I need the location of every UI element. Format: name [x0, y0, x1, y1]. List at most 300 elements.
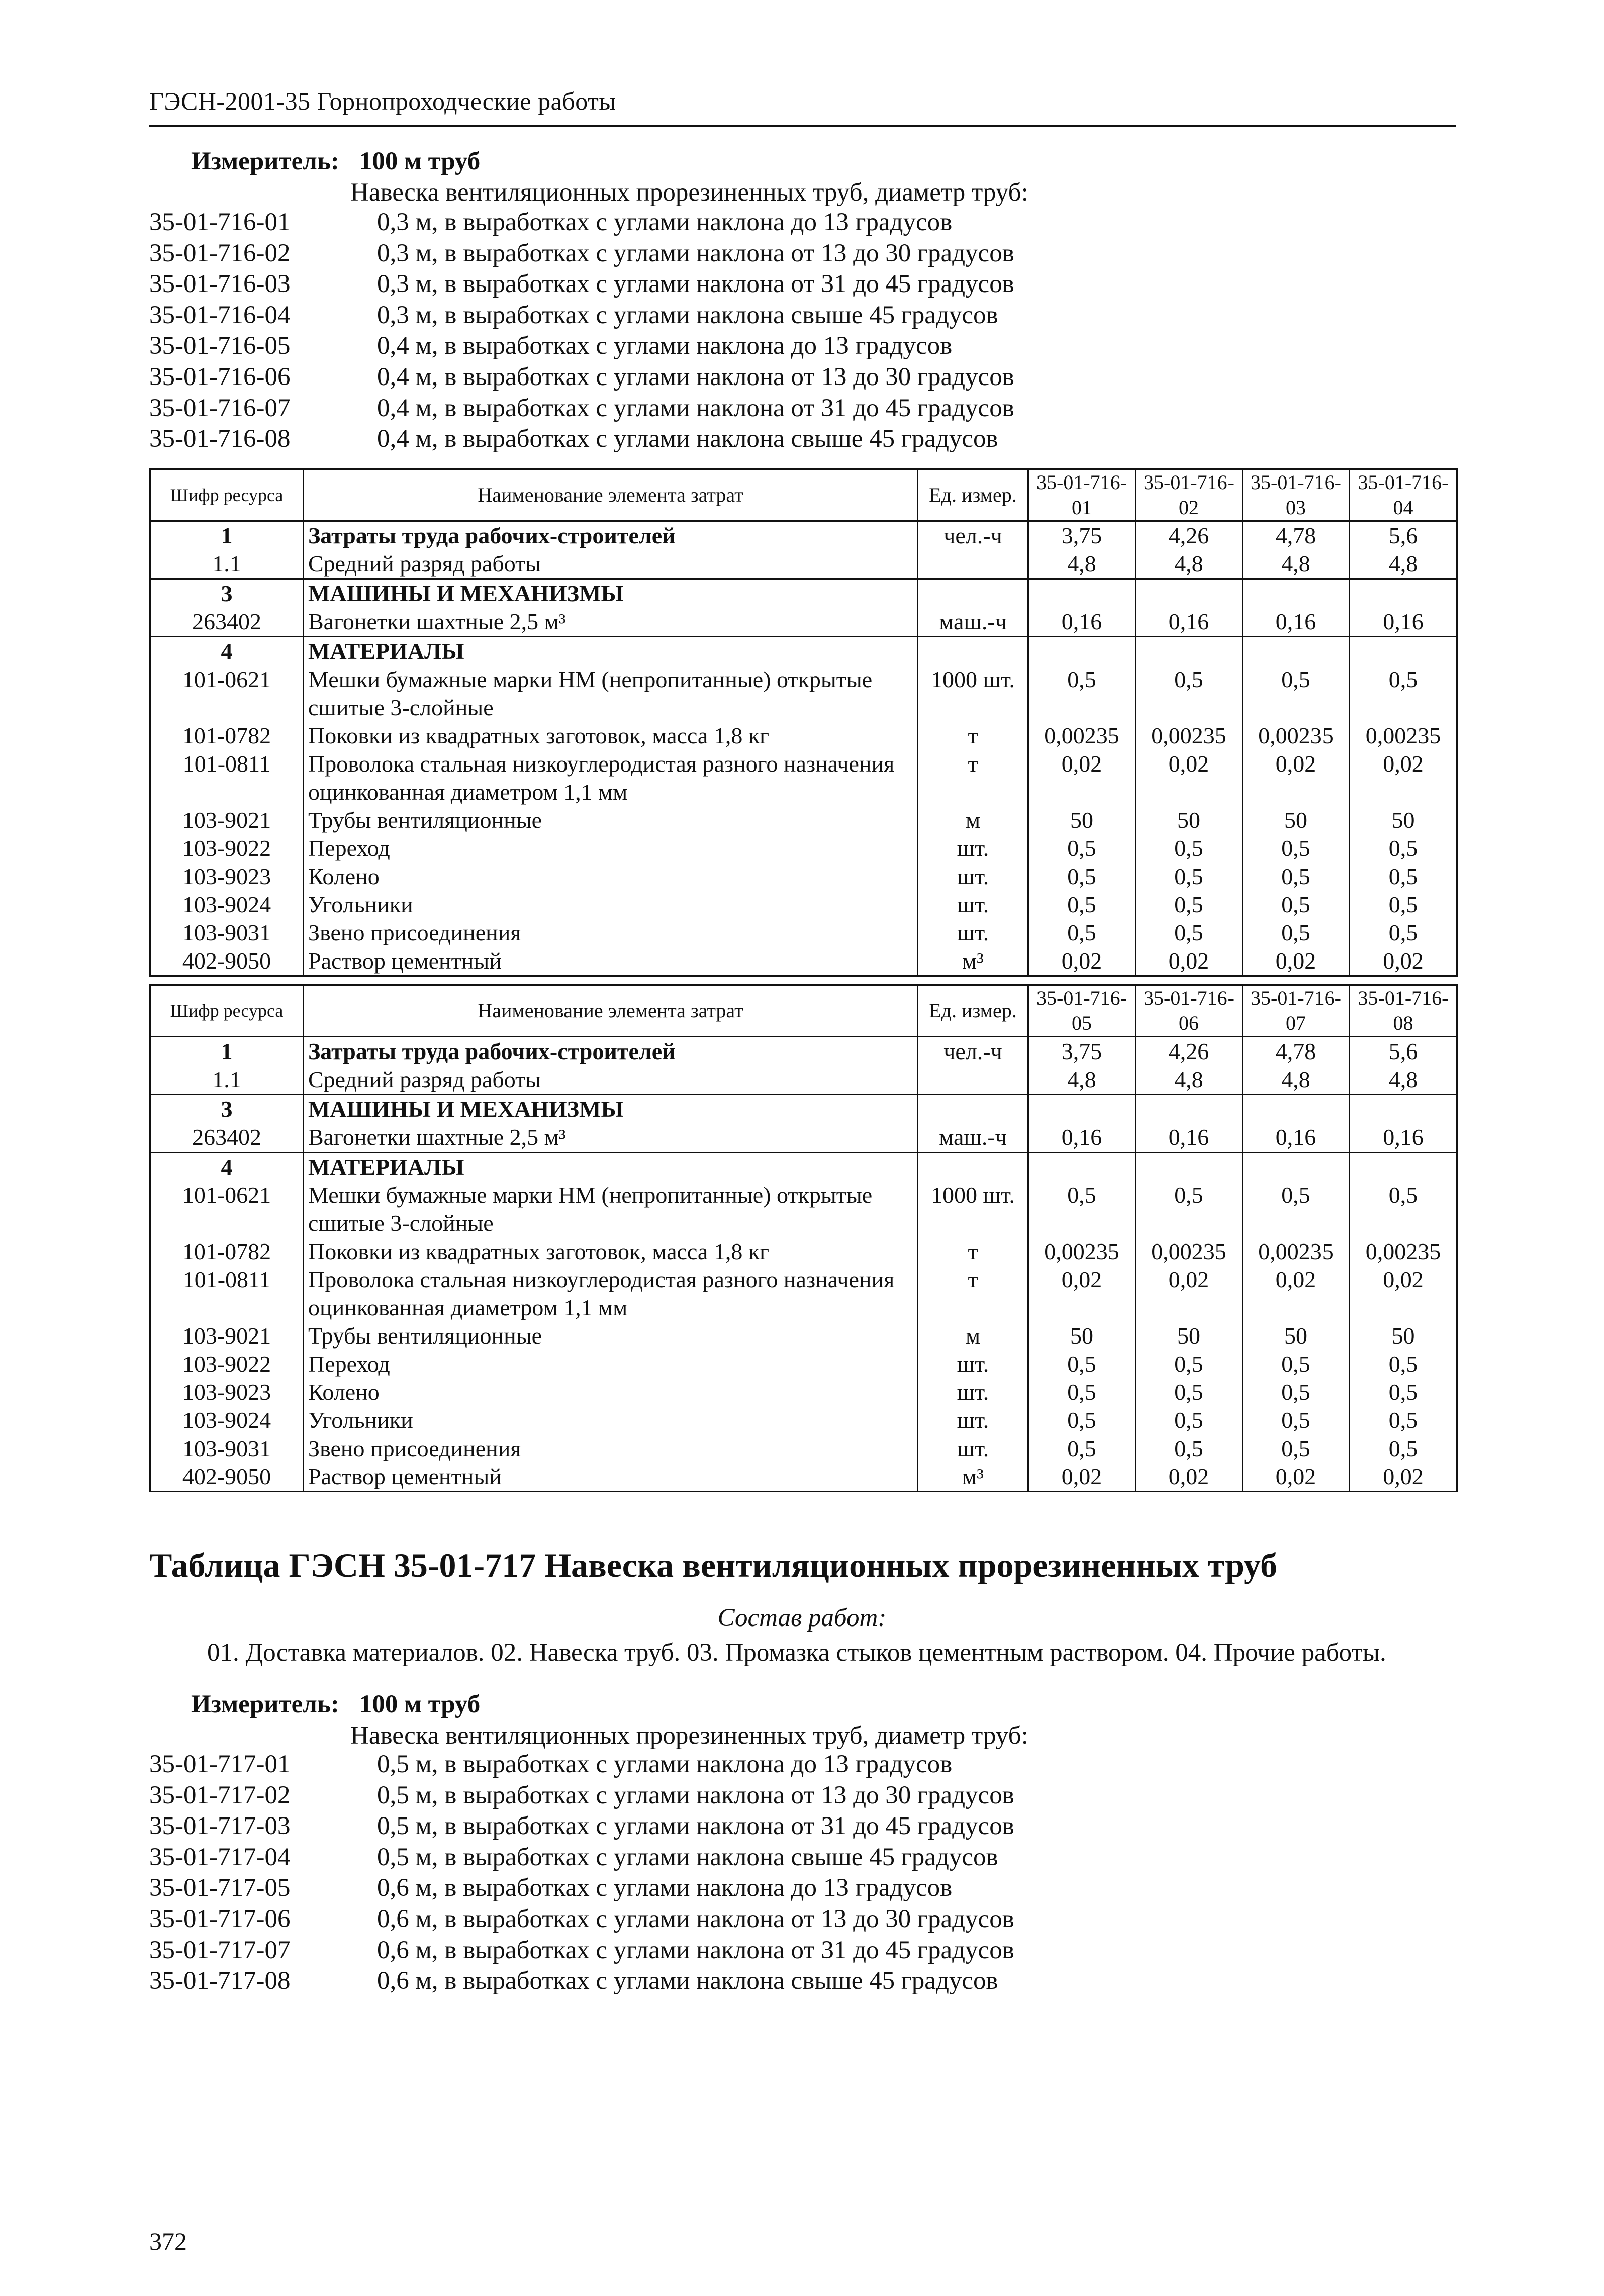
measure-label: Измеритель:	[191, 147, 339, 175]
value-cell: 0,5	[1136, 1434, 1243, 1463]
norm-item	[149, 424, 1014, 455]
table-row	[150, 608, 1457, 637]
norm-code: 35-01-717-05	[149, 1874, 291, 1902]
norm-item	[149, 1842, 1014, 1873]
norm-description: 0,4 м, в выработках с углами наклона свыше 45 градусов	[377, 425, 998, 453]
resource-unit: шт.	[918, 834, 1028, 863]
resource-name: МАШИНЫ И МЕХАНИЗМЫ	[304, 1095, 918, 1124]
value-cell: 0,5	[1350, 1350, 1457, 1378]
value-cell: 0,5	[1028, 1181, 1136, 1237]
header-name: Наименование элемента затрат	[304, 985, 918, 1037]
resource-name: Проволока стальная низкоуглеродистая разного назначения оцинкованная диаметром 1,1 мм	[304, 750, 918, 806]
norm-description: 0,3 м, в выработках с углами наклона свыше 45 градусов	[377, 301, 998, 329]
norm-item	[149, 1780, 1014, 1811]
value-cell: 0,5	[1136, 1378, 1243, 1406]
resource-unit: м³	[918, 1463, 1028, 1492]
running-title: ГЭСН-2001-35 Горнопроходческие работы	[149, 87, 616, 115]
resource-table-716-05-08	[149, 984, 1458, 1492]
table-row	[150, 1434, 1457, 1463]
value-cell	[1350, 1153, 1457, 1182]
resource-name: Средний разряд работы	[304, 550, 918, 579]
norm-item	[149, 1749, 1014, 1780]
table-row	[150, 1378, 1457, 1406]
norm-description: 0,3 м, в выработках с углами наклона до 13 градусов	[377, 208, 953, 236]
resource-code: 103-9022	[150, 1350, 304, 1378]
value-cell	[1243, 1153, 1350, 1182]
resource-name: Переход	[304, 1350, 918, 1378]
norm-code: 35-01-716-04	[149, 301, 291, 329]
value-cell: 4,8	[1243, 550, 1350, 579]
value-cell	[1028, 1095, 1136, 1124]
norm-code: 35-01-717-08	[149, 1967, 291, 1995]
norm-item	[149, 362, 1014, 393]
resource-code: 101-0621	[150, 1181, 304, 1237]
value-cell: 50	[1243, 806, 1350, 834]
norm-item	[149, 207, 1014, 238]
value-cell: 0,5	[1350, 1378, 1457, 1406]
resource-unit: маш.-ч	[918, 1123, 1028, 1153]
resource-unit: 1000 шт.	[918, 1181, 1028, 1237]
value-cell: 4,8	[1136, 550, 1243, 579]
value-cell: 0,02	[1350, 1266, 1457, 1322]
norm-item	[149, 1811, 1014, 1842]
norm-description: 0,4 м, в выработках с углами наклона от 13 до 30 градусов	[377, 362, 1014, 391]
value-cell: 4,78	[1243, 1037, 1350, 1066]
resource-code: 3	[150, 1095, 304, 1124]
table-row	[150, 579, 1457, 608]
table-row	[150, 1037, 1457, 1066]
resource-unit: шт.	[918, 1406, 1028, 1434]
value-cell: 0,02	[1136, 1266, 1243, 1322]
value-cell: 4,26	[1136, 521, 1243, 550]
resource-code: 103-9031	[150, 1434, 304, 1463]
resource-table-716-01-04	[149, 468, 1458, 977]
value-cell: 50	[1136, 806, 1243, 834]
value-cell: 0,02	[1136, 1463, 1243, 1492]
table-row	[150, 1237, 1457, 1266]
resource-unit: м	[918, 806, 1028, 834]
norm-description: 0,4 м, в выработках с углами наклона от 31 до 45 градусов	[377, 394, 1014, 422]
resource-code: 103-9031	[150, 919, 304, 947]
resource-name: Мешки бумажные марки НМ (непропитанные) открытые сшитые 3-слойные	[304, 1181, 918, 1237]
value-cell: 0,5	[1136, 1350, 1243, 1378]
value-cell: 0,5	[1136, 665, 1243, 722]
header-col-4: 35-01-716-04	[1350, 469, 1457, 521]
resource-unit: шт.	[918, 1434, 1028, 1463]
resource-unit: т	[918, 1266, 1028, 1322]
resource-name: Поковки из квадратных заготовок, масса 1,8 кг	[304, 1237, 918, 1266]
code-list-717	[149, 1749, 1014, 1997]
table-header-row	[150, 469, 1457, 521]
resource-code: 103-9024	[150, 891, 304, 919]
norm-code: 35-01-717-04	[149, 1843, 291, 1871]
value-cell: 0,5	[1243, 863, 1350, 891]
norm-description: 0,5 м, в выработках с углами наклона до 13 градусов	[377, 1750, 953, 1778]
header-col-2: 35-01-716-02	[1136, 469, 1243, 521]
value-cell: 0,5	[1243, 665, 1350, 722]
value-cell: 0,5	[1136, 1181, 1243, 1237]
value-cell: 0,00235	[1350, 722, 1457, 750]
measure-line-716	[191, 147, 500, 176]
value-cell: 0,5	[1136, 834, 1243, 863]
resource-unit	[918, 1066, 1028, 1095]
resource-unit: шт.	[918, 863, 1028, 891]
resource-code: 101-0782	[150, 1237, 304, 1266]
norm-code: 35-01-717-01	[149, 1750, 291, 1778]
value-cell: 0,5	[1136, 1406, 1243, 1434]
norm-code: 35-01-717-03	[149, 1812, 291, 1841]
header-col-3: 35-01-716-07	[1243, 985, 1350, 1037]
norm-item	[149, 393, 1014, 424]
table-row	[150, 947, 1457, 976]
resource-code: 3	[150, 579, 304, 608]
resource-name: Звено присоединения	[304, 1434, 918, 1463]
resource-name: Проволока стальная низкоуглеродистая разного назначения оцинкованная диаметром 1,1 мм	[304, 1266, 918, 1322]
value-cell: 0,5	[1350, 891, 1457, 919]
value-cell: 4,8	[1028, 550, 1136, 579]
value-cell: 0,02	[1028, 1266, 1136, 1322]
value-cell: 0,5	[1350, 863, 1457, 891]
value-cell: 50	[1136, 1322, 1243, 1350]
value-cell	[1136, 1153, 1243, 1182]
resource-unit: шт.	[918, 1378, 1028, 1406]
resource-unit: чел.-ч	[918, 1037, 1028, 1066]
norm-description: 0,5 м, в выработках с углами наклона от 31 до 45 градусов	[377, 1812, 1014, 1841]
resource-name: Вагонетки шахтные 2,5 м³	[304, 1123, 918, 1153]
norm-item	[149, 1904, 1014, 1935]
table-header-row	[150, 985, 1457, 1037]
resource-code: 103-9023	[150, 1378, 304, 1406]
resource-name: Мешки бумажные марки НМ (непропитанные) открытые сшитые 3-слойные	[304, 665, 918, 722]
norm-code: 35-01-716-01	[149, 208, 291, 236]
norm-item	[149, 1873, 1014, 1904]
resource-name: Звено присоединения	[304, 919, 918, 947]
value-cell: 0,5	[1243, 919, 1350, 947]
table-row	[150, 521, 1457, 550]
table-row	[150, 1123, 1457, 1153]
resource-name: Затраты труда рабочих-строителей	[304, 1037, 918, 1066]
value-cell: 0,5	[1028, 1378, 1136, 1406]
value-cell: 0,5	[1350, 834, 1457, 863]
table-row	[150, 1350, 1457, 1378]
resource-code: 103-9021	[150, 806, 304, 834]
table-row	[150, 919, 1457, 947]
resource-name: Трубы вентиляционные	[304, 806, 918, 834]
norm-description: 0,6 м, в выработках с углами наклона свыше 45 градусов	[377, 1967, 998, 1995]
value-cell	[1350, 637, 1457, 666]
value-cell: 0,5	[1350, 665, 1457, 722]
resource-name: Колено	[304, 863, 918, 891]
intro-717: Навеска вентиляционных прорезиненных труб, диаметр труб:	[350, 1721, 1028, 1750]
resource-unit	[918, 1095, 1028, 1124]
resource-name: Раствор цементный	[304, 1463, 918, 1492]
resource-unit	[918, 550, 1028, 579]
value-cell	[1136, 637, 1243, 666]
header-code: Шифр ресурса	[150, 985, 304, 1037]
resource-name: МАШИНЫ И МЕХАНИЗМЫ	[304, 579, 918, 608]
value-cell: 0,16	[1350, 608, 1457, 637]
value-cell: 0,5	[1350, 919, 1457, 947]
value-cell	[1028, 579, 1136, 608]
table-row	[150, 863, 1457, 891]
norm-description: 0,5 м, в выработках с углами наклона от 13 до 30 градусов	[377, 1781, 1014, 1809]
resource-unit	[918, 579, 1028, 608]
resource-code: 263402	[150, 608, 304, 637]
value-cell: 0,00235	[1243, 1237, 1350, 1266]
norm-description: 0,6 м, в выработках с углами наклона от 13 до 30 градусов	[377, 1904, 1014, 1933]
resource-name: Раствор цементный	[304, 947, 918, 976]
resource-code: 101-0621	[150, 665, 304, 722]
value-cell: 0,5	[1243, 834, 1350, 863]
code-list-716	[149, 207, 1014, 455]
value-cell: 0,16	[1350, 1123, 1457, 1153]
resource-name: Угольники	[304, 891, 918, 919]
norm-description: 0,6 м, в выработках с углами наклона от 31 до 45 градусов	[377, 1936, 1014, 1964]
norm-description: 0,3 м, в выработках с углами наклона от 13 до 30 градусов	[377, 239, 1014, 267]
value-cell: 0,5	[1028, 1406, 1136, 1434]
value-cell: 0,5	[1028, 919, 1136, 947]
norm-description: 0,5 м, в выработках с углами наклона свыше 45 градусов	[377, 1843, 998, 1871]
resource-unit: т	[918, 722, 1028, 750]
value-cell: 0,02	[1350, 750, 1457, 806]
norm-code: 35-01-716-08	[149, 425, 291, 453]
value-cell: 0,5	[1028, 665, 1136, 722]
norm-description: 0,4 м, в выработках с углами наклона до 13 градусов	[377, 332, 953, 360]
resource-name: Средний разряд работы	[304, 1066, 918, 1095]
value-cell: 0,5	[1136, 891, 1243, 919]
resource-unit: маш.-ч	[918, 608, 1028, 637]
header-rule	[149, 125, 1456, 127]
resource-name: МАТЕРИАЛЫ	[304, 637, 918, 666]
resource-code: 263402	[150, 1123, 304, 1153]
intro-716: Навеска вентиляционных прорезиненных труб, диаметр труб:	[350, 178, 1028, 207]
resource-code: 402-9050	[150, 947, 304, 976]
value-cell: 0,16	[1243, 1123, 1350, 1153]
value-cell: 3,75	[1028, 1037, 1136, 1066]
header-unit: Ед. измер.	[918, 469, 1028, 521]
resource-unit	[918, 637, 1028, 666]
resource-code: 1	[150, 521, 304, 550]
header-name: Наименование элемента затрат	[304, 469, 918, 521]
resource-name: Колено	[304, 1378, 918, 1406]
norm-code: 35-01-716-05	[149, 332, 291, 360]
norm-item	[149, 1966, 1014, 1997]
norm-code: 35-01-716-06	[149, 362, 291, 391]
value-cell: 0,5	[1243, 1350, 1350, 1378]
resource-unit: 1000 шт.	[918, 665, 1028, 722]
value-cell: 0,02	[1243, 1266, 1350, 1322]
table-717-title: Таблица ГЭСН 35-01-717 Навеска вентиляционных прорезиненных труб	[149, 1546, 1278, 1584]
header-col-2: 35-01-716-06	[1136, 985, 1243, 1037]
value-cell: 0,00235	[1028, 1237, 1136, 1266]
value-cell: 0,5	[1350, 1181, 1457, 1237]
value-cell: 0,02	[1028, 947, 1136, 976]
value-cell: 0,02	[1243, 947, 1350, 976]
value-cell: 0,5	[1028, 1434, 1136, 1463]
value-cell: 0,02	[1350, 1463, 1457, 1492]
value-cell: 0,5	[1350, 1434, 1457, 1463]
value-cell: 0,5	[1243, 1181, 1350, 1237]
value-cell	[1136, 579, 1243, 608]
norm-code: 35-01-716-02	[149, 239, 291, 267]
resource-code: 402-9050	[150, 1463, 304, 1492]
resource-unit: чел.-ч	[918, 521, 1028, 550]
resource-code: 101-0782	[150, 722, 304, 750]
value-cell: 0,00235	[1136, 1237, 1243, 1266]
table-row	[150, 891, 1457, 919]
value-cell: 0,02	[1350, 947, 1457, 976]
table-row	[150, 1406, 1457, 1434]
resource-name: Затраты труда рабочих-строителей	[304, 521, 918, 550]
value-cell	[1243, 579, 1350, 608]
value-cell: 50	[1350, 806, 1457, 834]
table-row	[150, 1095, 1457, 1124]
norm-description: 0,3 м, в выработках с углами наклона от 31 до 45 градусов	[377, 270, 1014, 299]
value-cell: 5,6	[1350, 1037, 1457, 1066]
resource-unit: шт.	[918, 891, 1028, 919]
resource-code: 1	[150, 1037, 304, 1066]
value-cell	[1028, 1153, 1136, 1182]
resource-code: 101-0811	[150, 1266, 304, 1322]
value-cell: 5,6	[1350, 521, 1457, 550]
value-cell: 4,8	[1350, 1066, 1457, 1095]
table-row	[150, 1181, 1457, 1237]
norm-item	[149, 300, 1014, 331]
value-cell: 0,5	[1243, 1434, 1350, 1463]
resource-unit: т	[918, 1237, 1028, 1266]
measure-value: 100 м труб	[359, 1690, 481, 1718]
value-cell: 0,5	[1136, 863, 1243, 891]
value-cell	[1243, 1095, 1350, 1124]
value-cell: 4,8	[1136, 1066, 1243, 1095]
table-row	[150, 637, 1457, 666]
value-cell: 0,16	[1136, 608, 1243, 637]
value-cell	[1243, 637, 1350, 666]
value-cell: 0,02	[1136, 750, 1243, 806]
value-cell	[1136, 1095, 1243, 1124]
resource-code: 1.1	[150, 1066, 304, 1095]
page-number: 372	[149, 2227, 187, 2255]
resource-name: Вагонетки шахтные 2,5 м³	[304, 608, 918, 637]
header-code: Шифр ресурса	[150, 469, 304, 521]
value-cell: 0,16	[1243, 608, 1350, 637]
value-cell: 0,16	[1028, 608, 1136, 637]
norm-description: 0,6 м, в выработках с углами наклона до 13 градусов	[377, 1874, 953, 1902]
table-row	[150, 722, 1457, 750]
measure-value: 100 м труб	[359, 147, 481, 175]
norm-item	[149, 331, 1014, 362]
header-col-1: 35-01-716-01	[1028, 469, 1136, 521]
value-cell: 4,78	[1243, 521, 1350, 550]
composition-title: Состав работ:	[717, 1604, 887, 1632]
resource-unit: м³	[918, 947, 1028, 976]
value-cell: 0,02	[1136, 947, 1243, 976]
value-cell: 0,5	[1243, 891, 1350, 919]
resource-unit: т	[918, 750, 1028, 806]
header-unit: Ед. измер.	[918, 985, 1028, 1037]
value-cell: 0,5	[1243, 1406, 1350, 1434]
resource-unit: м	[918, 1322, 1028, 1350]
value-cell: 50	[1350, 1322, 1457, 1350]
resource-code: 103-9021	[150, 1322, 304, 1350]
table-row	[150, 806, 1457, 834]
value-cell	[1350, 1095, 1457, 1124]
table-row	[150, 834, 1457, 863]
resource-code: 101-0811	[150, 750, 304, 806]
value-cell: 0,5	[1028, 891, 1136, 919]
value-cell: 0,5	[1243, 1378, 1350, 1406]
resource-name: Переход	[304, 834, 918, 863]
value-cell: 4,8	[1350, 550, 1457, 579]
table-row	[150, 1066, 1457, 1095]
value-cell: 0,02	[1028, 750, 1136, 806]
value-cell: 0,00235	[1136, 722, 1243, 750]
header-col-3: 35-01-716-03	[1243, 469, 1350, 521]
value-cell	[1350, 579, 1457, 608]
value-cell: 4,8	[1243, 1066, 1350, 1095]
resource-unit: шт.	[918, 919, 1028, 947]
resource-code: 103-9022	[150, 834, 304, 863]
value-cell: 4,8	[1028, 1066, 1136, 1095]
value-cell: 0,00235	[1028, 722, 1136, 750]
measure-label: Измеритель:	[191, 1690, 339, 1718]
table-row	[150, 1266, 1457, 1322]
table-row	[150, 1153, 1457, 1182]
value-cell: 0,16	[1136, 1123, 1243, 1153]
norm-code: 35-01-717-07	[149, 1936, 291, 1964]
resource-code: 103-9023	[150, 863, 304, 891]
norm-code: 35-01-717-02	[149, 1781, 291, 1809]
table-row	[150, 550, 1457, 579]
resource-name: Трубы вентиляционные	[304, 1322, 918, 1350]
value-cell: 0,02	[1243, 1463, 1350, 1492]
table-row	[150, 750, 1457, 806]
resource-name: Угольники	[304, 1406, 918, 1434]
value-cell: 50	[1243, 1322, 1350, 1350]
value-cell: 50	[1028, 1322, 1136, 1350]
resource-name: Поковки из квадратных заготовок, масса 1,8 кг	[304, 722, 918, 750]
value-cell: 3,75	[1028, 521, 1136, 550]
value-cell: 0,02	[1243, 750, 1350, 806]
value-cell: 0,5	[1028, 863, 1136, 891]
value-cell: 0,5	[1350, 1406, 1457, 1434]
resource-code: 4	[150, 1153, 304, 1182]
value-cell: 4,26	[1136, 1037, 1243, 1066]
resource-unit	[918, 1153, 1028, 1182]
value-cell: 50	[1028, 806, 1136, 834]
table-row	[150, 1463, 1457, 1492]
header-col-4: 35-01-716-08	[1350, 985, 1457, 1037]
measure-line-717	[191, 1690, 500, 1719]
value-cell: 0,5	[1136, 919, 1243, 947]
composition-text: 01. Доставка материалов. 02. Навеска труб. 03. Промазка стыков цементным раствором. 04. Прочие работы.	[207, 1639, 1386, 1667]
value-cell: 0,02	[1028, 1463, 1136, 1492]
resource-code: 103-9024	[150, 1406, 304, 1434]
norm-item	[149, 238, 1014, 269]
norm-item	[149, 269, 1014, 300]
table-row	[150, 1322, 1457, 1350]
table-row	[150, 665, 1457, 722]
resource-code: 1.1	[150, 550, 304, 579]
resource-unit: шт.	[918, 1350, 1028, 1378]
value-cell: 0,5	[1028, 1350, 1136, 1378]
value-cell: 0,00235	[1243, 722, 1350, 750]
value-cell: 0,5	[1028, 834, 1136, 863]
norm-item	[149, 1935, 1014, 1966]
norm-code: 35-01-716-03	[149, 270, 291, 299]
resource-code: 4	[150, 637, 304, 666]
resource-name: МАТЕРИАЛЫ	[304, 1153, 918, 1182]
